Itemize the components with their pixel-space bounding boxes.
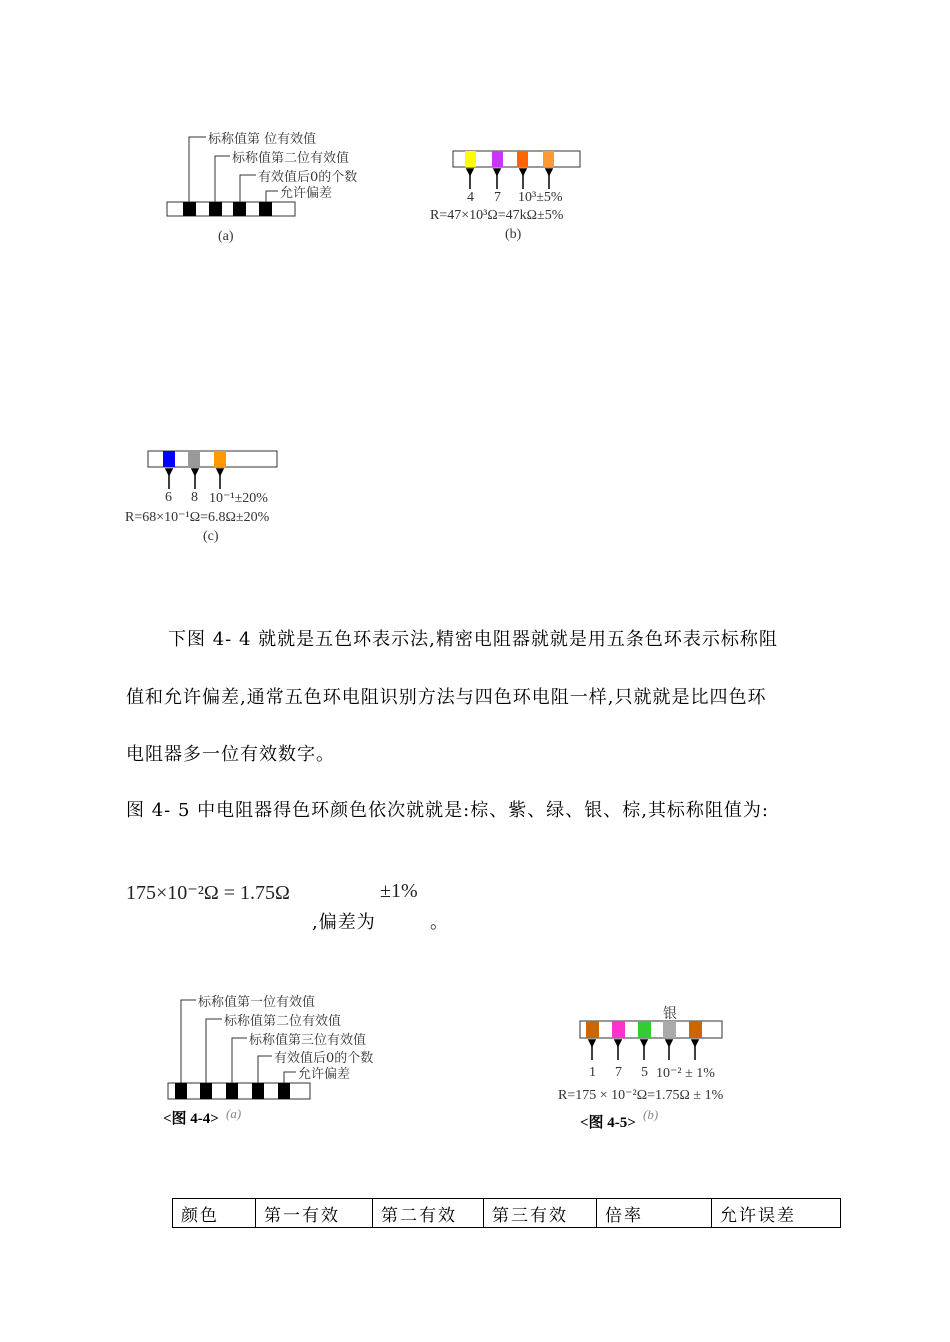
- silver-label: 银: [663, 1006, 677, 1022]
- fig-a-label-3: 有效值后0的个数: [258, 170, 358, 185]
- fig-a-label-1: 标称值第 位有效值: [208, 132, 317, 147]
- figure-a: [160, 125, 400, 250]
- fig-c-digit-1: 6: [165, 490, 172, 505]
- fig-b-caption: (b): [505, 227, 522, 242]
- table-header-cell: 颜色: [173, 1199, 256, 1228]
- band-4: [543, 151, 554, 167]
- formula-value: 175×10⁻²Ω = 1.75Ω: [126, 882, 290, 904]
- table-header-cell: 第一有效: [256, 1199, 373, 1228]
- fig44-label-2: 标称值第二位有效值: [224, 1014, 342, 1029]
- band-3: [517, 151, 528, 167]
- band-2: [492, 151, 503, 167]
- table-header-cell: 允许误差: [712, 1199, 841, 1228]
- band-3: [214, 451, 226, 467]
- fig45-digit-3: 5: [641, 1065, 648, 1080]
- fig45-digit-2: 7: [615, 1065, 622, 1080]
- fig-b-digit-2: 7: [494, 190, 501, 205]
- fig-b-digit-3: 10³±5%: [518, 190, 563, 205]
- paragraph-line-3: 电阻器多一位有效数字。: [126, 744, 335, 765]
- fig45-sub: (b): [643, 1107, 659, 1122]
- fig-a-label-4: 允许偏差: [280, 186, 333, 201]
- color-code-table-grid: [172, 1198, 841, 1228]
- band-1: [163, 451, 175, 467]
- band-4: [663, 1021, 676, 1038]
- paragraph-line-2: 值和允许偏差,通常五色环电阻识别方法与四色环电阻一样,只就就是比四色环: [126, 687, 767, 708]
- fig-c-formula: R=68×10⁻¹Ω=6.8Ω±20%: [125, 510, 270, 525]
- fig-c-caption: (c): [203, 529, 219, 544]
- fig-a-caption: (a): [218, 229, 234, 244]
- band-2: [188, 451, 200, 467]
- formula-tolerance: ±1%: [380, 880, 418, 902]
- figure-b: [425, 145, 625, 250]
- fig45-digit-1: 1: [589, 1065, 596, 1080]
- figure-4-4: [160, 990, 420, 1130]
- fig45-caption: <图 4-5>: [580, 1115, 636, 1131]
- band-1: [465, 151, 476, 167]
- fig-b-digit-1: 4: [467, 190, 474, 205]
- fig44-label-4: 有效值后0的个数: [274, 1051, 374, 1066]
- fig-c-digit-2: 8: [191, 490, 198, 505]
- figure-c: [120, 445, 320, 550]
- fig-b-formula: R=47×10³Ω=47kΩ±5%: [430, 208, 564, 223]
- band-3: [638, 1021, 651, 1038]
- deviation-text: ,偏差为: [312, 912, 376, 933]
- color-code-table: [172, 1198, 841, 1228]
- fig-c-digit-3: 10⁻¹±20%: [209, 491, 268, 506]
- band-5: [689, 1021, 702, 1038]
- table-header-cell: 倍率: [597, 1199, 712, 1228]
- paragraph-line-4: 图 4- 5 中电阻器得色环颜色依次就就是:棕、紫、绿、银、棕,其标称阻值为:: [126, 800, 769, 821]
- paragraph-line-1: 下图 4- 4 就就是五色环表示法,精密电阻器就就是用五条色环表示标称阻: [168, 629, 778, 650]
- deviation-end: 。: [430, 912, 449, 933]
- fig44-label-3: 标称值第三位有效值: [249, 1033, 367, 1048]
- table-header-row: [173, 1199, 841, 1228]
- fig45-formula: R=175 × 10⁻²Ω=1.75Ω ± 1%: [558, 1088, 724, 1103]
- figure-4-5: [555, 1000, 775, 1135]
- table-header-cell: 第二有效: [373, 1199, 484, 1228]
- fig44-caption: <图 4-4>: [163, 1111, 219, 1127]
- fig44-label-1: 标称值第一位有效值: [198, 995, 316, 1010]
- band-2: [612, 1021, 625, 1038]
- band-1: [586, 1021, 599, 1038]
- fig45-digit-4: 10⁻² ± 1%: [656, 1066, 715, 1081]
- fig44-label-5: 允许偏差: [298, 1067, 351, 1082]
- fig-a-label-2: 标称值第二位有效值: [232, 151, 350, 166]
- fig44-sub: (a): [226, 1106, 242, 1121]
- table-header-cell: 第三有效: [484, 1199, 597, 1228]
